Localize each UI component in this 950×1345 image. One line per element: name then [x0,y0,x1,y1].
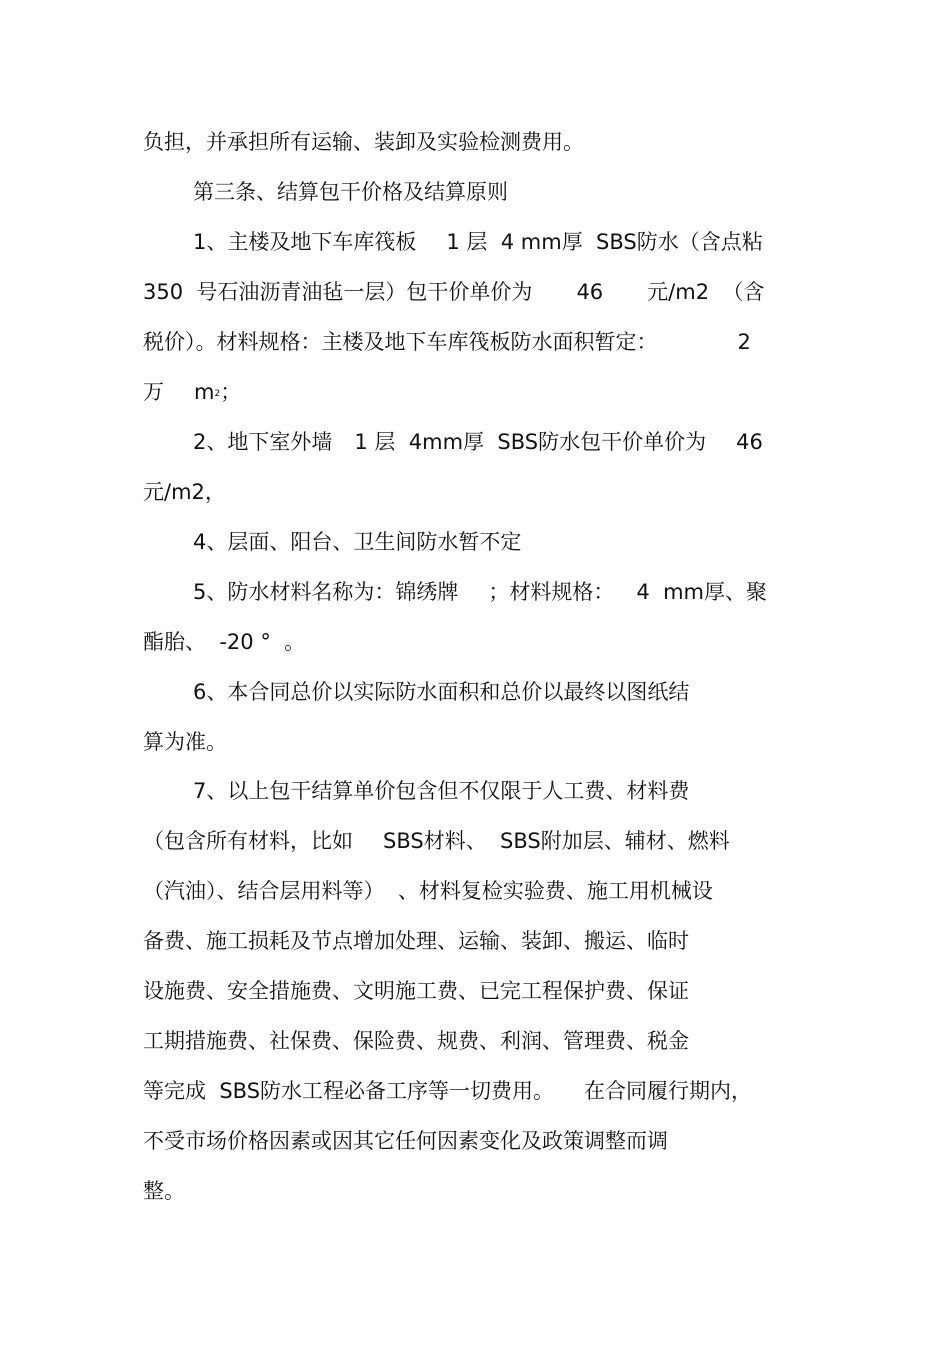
paragraph-line: 4、层面、阳台、卫生间防水暂不定 [193,530,522,554]
paragraph-line: （汽油）、结合层用料等） 、材料复检实验费、施工用机械设 [143,879,713,903]
paragraph-line: 算为准。 [143,730,227,754]
paragraph-line [143,378,241,406]
paragraph-line [193,578,767,606]
unit-price-value: 46 [736,430,763,454]
paragraph-line: 6、本合同总价以实际防水面积和总价以最终以图纸结 [193,680,690,704]
text-segment: ；材料规格： [488,580,615,604]
paragraph-line: 整。 [143,1179,185,1203]
text-segment: SBS材料、 SBS附加层、辅材、燃料 [383,829,730,853]
paragraph-line: 备费、施工损耗及节点增加处理、运输、装卸、搬运、临时 [143,929,689,953]
text-segment: 350 号石油沥青油毡一层）包干价单价为 [143,280,533,304]
paragraph-line [193,228,763,256]
text-segment: 1 层 4mm厚 SBS防水包干价单价为 [354,430,707,454]
paragraph-line [143,328,751,356]
text-segment: 税价）。材料规格：主楼及地下车库筏板防水面积暂定： [143,330,658,354]
paragraph-line: 设施费、安全措施费、文明施工费、已完工程保护费、保证 [143,979,689,1003]
paragraph-line: 7、以上包干结算单价包含但不仅限于人工费、材料费 [193,779,690,803]
text-segment: 在合同履行期内， [584,1079,753,1103]
text-segment: 5、防水材料名称为：锦绣牌 [193,580,459,604]
unit-m: m [194,380,215,404]
text-segment: 4 mm厚、聚 [636,580,767,604]
text-segment: 万 [143,380,164,404]
paragraph-line: 不受市场价格因素或因其它任何因素变化及政策调整而调 [143,1129,668,1153]
paragraph-line [143,827,730,855]
paragraph-line: 负担，并承担所有运输、装卸及实验检测费用。 [143,130,584,154]
paragraph-line [143,1077,752,1105]
text-segment: 2、地下室外墙 [193,430,333,454]
text-segment: 元/m2 （含 [647,280,765,304]
unit-superscript: 2 [214,389,221,399]
text-segment: 1、主楼及地下车库筏板 [193,230,417,254]
paragraph-line: 工期措施费、社保费、保险费、规费、利润、管理费、税金 [143,1029,689,1053]
area-value: 2 [737,330,751,354]
paragraph-line: 元/m2， [143,480,226,504]
text-segment: （包含所有材料，比如 [143,829,353,853]
text-segment: 1 层 4 mm厚 SBS防水（含点粘 [446,230,763,254]
text-segment: 等完成 SBS防水工程必备工序等一切费用。 [143,1079,555,1103]
paragraph-line [193,428,763,456]
paragraph-line: 酯胎、 -20 ° 。 [143,630,306,654]
section-heading: 第三条、结算包干价格及结算原则 [193,180,508,204]
unit-price-value: 46 [576,280,604,304]
paragraph-line [143,278,764,306]
text-segment: ； [220,380,242,404]
